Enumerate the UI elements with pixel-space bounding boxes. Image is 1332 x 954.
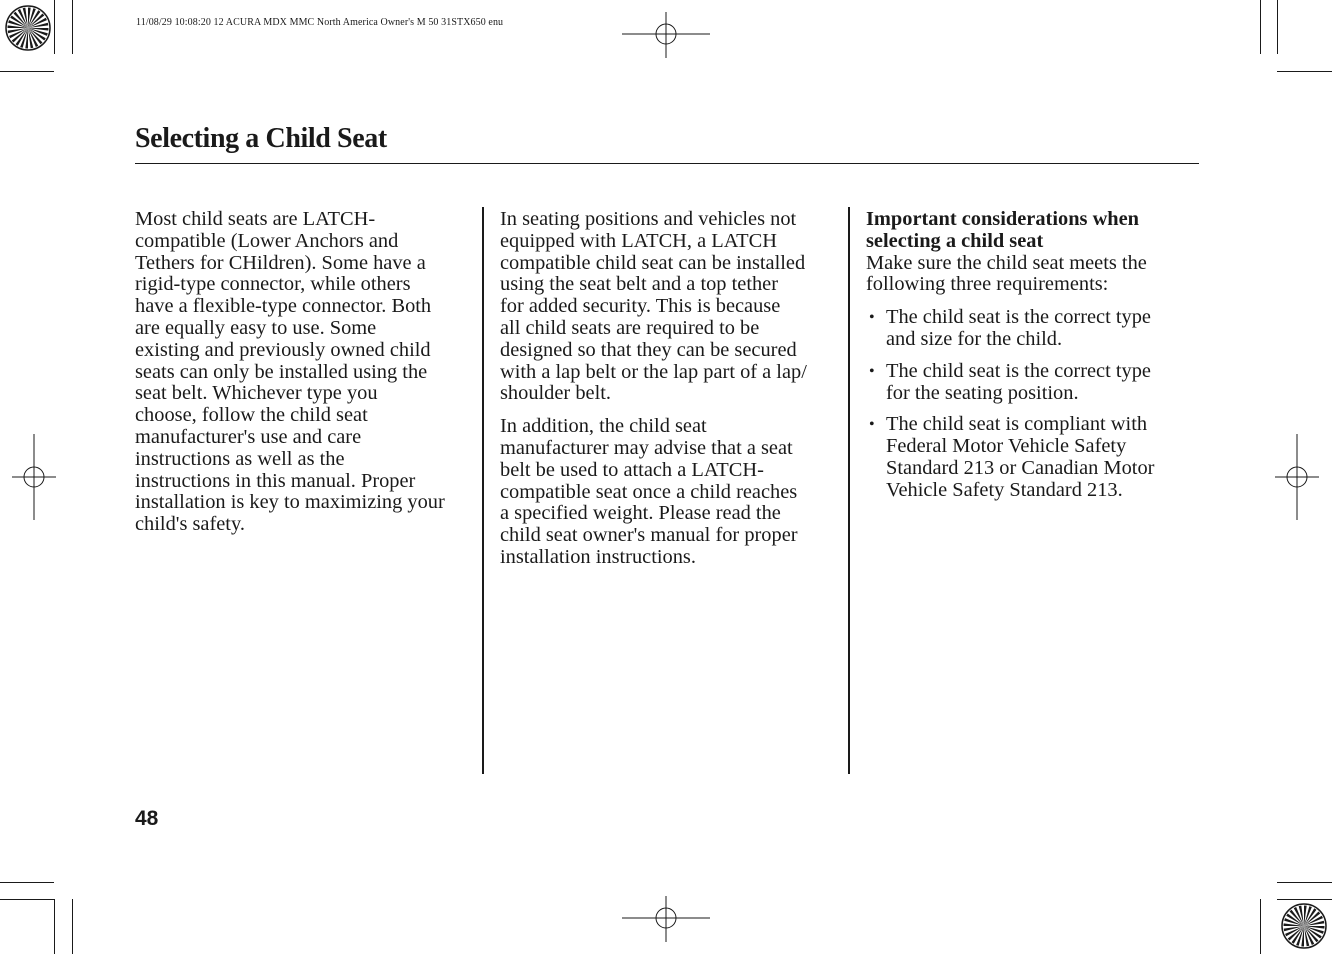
text-line: installation instructions.	[500, 545, 696, 568]
requirement-text	[886, 360, 1151, 404]
crop-mark-top-right-vertical-a	[1260, 0, 1261, 54]
text-line: Vehicle Safety Standard 213.	[886, 478, 1123, 501]
text-line: for the seating position.	[886, 381, 1079, 404]
requirements-list	[866, 307, 1196, 501]
text-line: Federal Motor Vehicle Safety	[886, 435, 1127, 458]
text-line: shoulder belt.	[500, 382, 611, 405]
text-line: child's safety.	[135, 513, 245, 536]
text-line: seats can only be installed using the	[135, 360, 428, 383]
text-line: Most child seats are LATCH-	[135, 208, 376, 230]
registration-crosshair-right	[1275, 434, 1319, 520]
crop-mark-bottom-left-vertical-b	[72, 899, 73, 954]
text-line: instructions as well as the	[135, 447, 345, 470]
requirement-text	[886, 413, 1154, 500]
column-non-latch	[500, 209, 840, 569]
text-line: rigid-type connector, while others	[135, 273, 411, 296]
registration-crosshair-bottom	[622, 896, 710, 942]
text-line: using the seat belt and a top tether	[500, 273, 779, 296]
text-line: The child seat is the correct type	[886, 359, 1151, 382]
paragraph-requirements-intro	[866, 253, 1196, 297]
paragraph-manufacturer-advice	[500, 416, 840, 569]
text-line: Make sure the child seat meets the	[866, 251, 1147, 274]
requirement-item	[866, 361, 1196, 405]
text-line: selecting a child seat	[866, 229, 1044, 252]
crop-mark-top-right-vertical-b	[1277, 0, 1278, 54]
text-line: all child seats are required to be	[500, 316, 760, 339]
text-line: equipped with LATCH, a LATCH	[500, 229, 777, 252]
crop-mark-top-left-vertical-b	[72, 0, 73, 54]
requirement-item	[866, 307, 1196, 351]
bullet-icon: •	[869, 362, 875, 380]
text-line: compatible seat once a child reaches	[500, 480, 798, 503]
paragraph-seat-belt-install	[500, 209, 840, 405]
column-latch-intro	[135, 209, 475, 536]
text-line: with a lap belt or the lap part of a lap/	[500, 360, 807, 383]
requirement-item	[866, 414, 1196, 501]
text-line: In addition, the child seat	[500, 415, 707, 438]
registration-sunburst-top-left	[0, 0, 60, 60]
bullet-icon: •	[869, 416, 875, 434]
text-line: for added security. This is because	[500, 295, 781, 318]
text-line: Standard 213 or Canadian Motor	[886, 456, 1155, 479]
text-line: In seating positions and vehicles not	[500, 208, 797, 230]
text-line: instructions in this manual. Proper	[135, 469, 416, 492]
text-line: child seat owner's manual for proper	[500, 524, 798, 547]
registration-crosshair-left	[12, 434, 56, 520]
text-line: The child seat is compliant with	[886, 413, 1148, 436]
registration-crosshair-top	[622, 12, 710, 58]
text-line: Tethers for CHildren). Some have a	[135, 251, 426, 274]
text-line: The child seat is the correct type	[886, 306, 1151, 329]
crop-mark-bottom-left-vertical-a	[54, 899, 55, 954]
text-line: compatible (Lower Anchors and	[135, 229, 399, 252]
crop-mark-bottom-left-horizontal-a	[0, 882, 54, 883]
page-title: Selecting a Child Seat	[135, 123, 387, 154]
text-line: compatible child seat can be installed	[500, 251, 806, 274]
text-line: and size for the child.	[886, 327, 1063, 350]
title-rule	[135, 163, 1199, 164]
text-line: have a flexible-type connector. Both	[135, 295, 432, 318]
crop-mark-bottom-right-horizontal-a	[1277, 882, 1332, 883]
text-line: seat belt. Whichever type you	[135, 382, 378, 405]
text-line: a specified weight. Please read the	[500, 502, 781, 525]
crop-mark-bottom-left-horizontal-b	[0, 899, 54, 900]
column-considerations	[866, 209, 1196, 512]
text-line: designed so that they can be secured	[500, 338, 797, 361]
requirement-text	[886, 306, 1151, 350]
crop-mark-bottom-right-horizontal-b	[1277, 899, 1332, 900]
text-line: manufacturer may advise that a seat	[500, 436, 793, 459]
column-divider-2	[848, 207, 850, 774]
text-line: existing and previously owned child	[135, 338, 431, 361]
print-info: 11/08/29 10:08:20 12 ACURA MDX MMC North America Owner's M 50 31STX650 enu	[136, 17, 504, 28]
text-line: manufacturer's use and care	[135, 425, 362, 448]
column-divider-1	[482, 207, 484, 774]
text-line: are equally easy to use. Some	[135, 316, 377, 339]
page-number: 48	[135, 807, 159, 830]
text-line: Important considerations when	[866, 208, 1140, 230]
crop-mark-bottom-right-vertical-a	[1260, 899, 1261, 954]
text-line: belt be used to attach a LATCH-	[500, 458, 764, 481]
bullet-icon: •	[869, 309, 875, 327]
text-line: following three requirements:	[866, 273, 1109, 296]
crop-mark-top-left-horizontal	[0, 71, 54, 72]
paragraph-latch-compatibility	[135, 209, 475, 536]
text-line: installation is key to maximizing your	[135, 491, 445, 514]
crop-mark-top-right-horizontal	[1277, 71, 1332, 72]
text-line: choose, follow the child seat	[135, 404, 368, 427]
crop-mark-top-left-vertical-a	[54, 0, 55, 54]
registration-sunburst-bottom-right	[1272, 894, 1332, 954]
section-heading-considerations	[866, 209, 1196, 253]
